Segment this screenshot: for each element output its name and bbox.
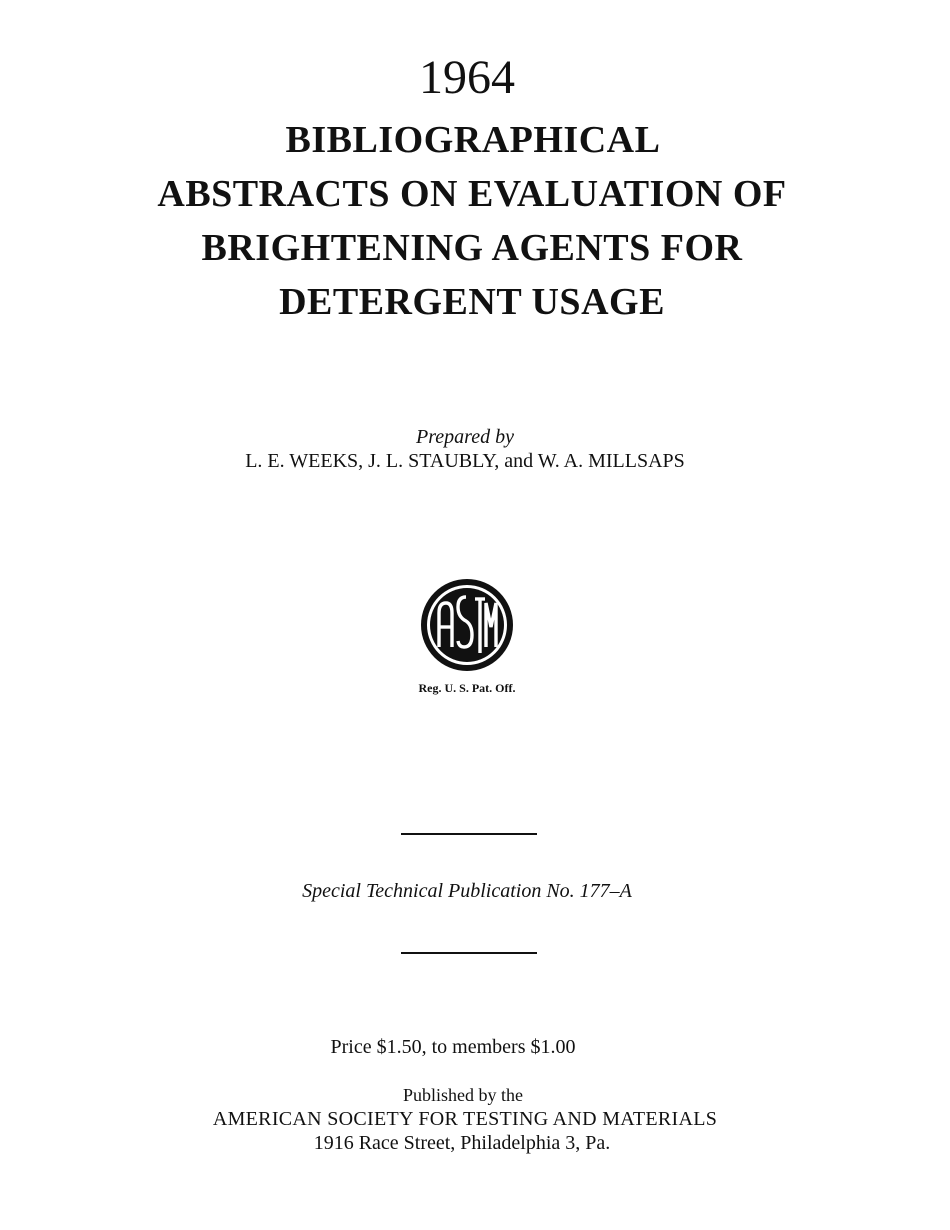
publication-year: 1964 [419, 51, 515, 104]
divider-bottom [401, 952, 537, 954]
authors: L. E. WEEKS, J. L. STAUBLY, and W. A. MILLSAPS [245, 450, 685, 472]
publication-number: Special Technical Publication No. 177–A [302, 880, 632, 902]
registered-trademark-caption: Reg. U. S. Pat. Off. [418, 681, 516, 695]
publisher-address: 1916 Race Street, Philadelphia 3, Pa. [313, 1132, 611, 1154]
astm-seal-icon [419, 577, 515, 673]
publisher-name: AMERICAN SOCIETY FOR TESTING AND MATERIALS [212, 1108, 718, 1130]
title-line-2: ABSTRACTS ON EVALUATION OF [157, 173, 787, 215]
prepared-by-label: Prepared by [416, 426, 514, 448]
published-by-label: Published by the [403, 1085, 523, 1105]
price: Price $1.50, to members $1.00 [330, 1036, 576, 1058]
title-line-4: DETERGENT USAGE [279, 281, 665, 323]
title-line-3: BRIGHTENING AGENTS FOR [201, 227, 743, 269]
title-line-1: BIBLIOGRAPHICAL [285, 119, 661, 161]
divider-top [401, 833, 537, 835]
